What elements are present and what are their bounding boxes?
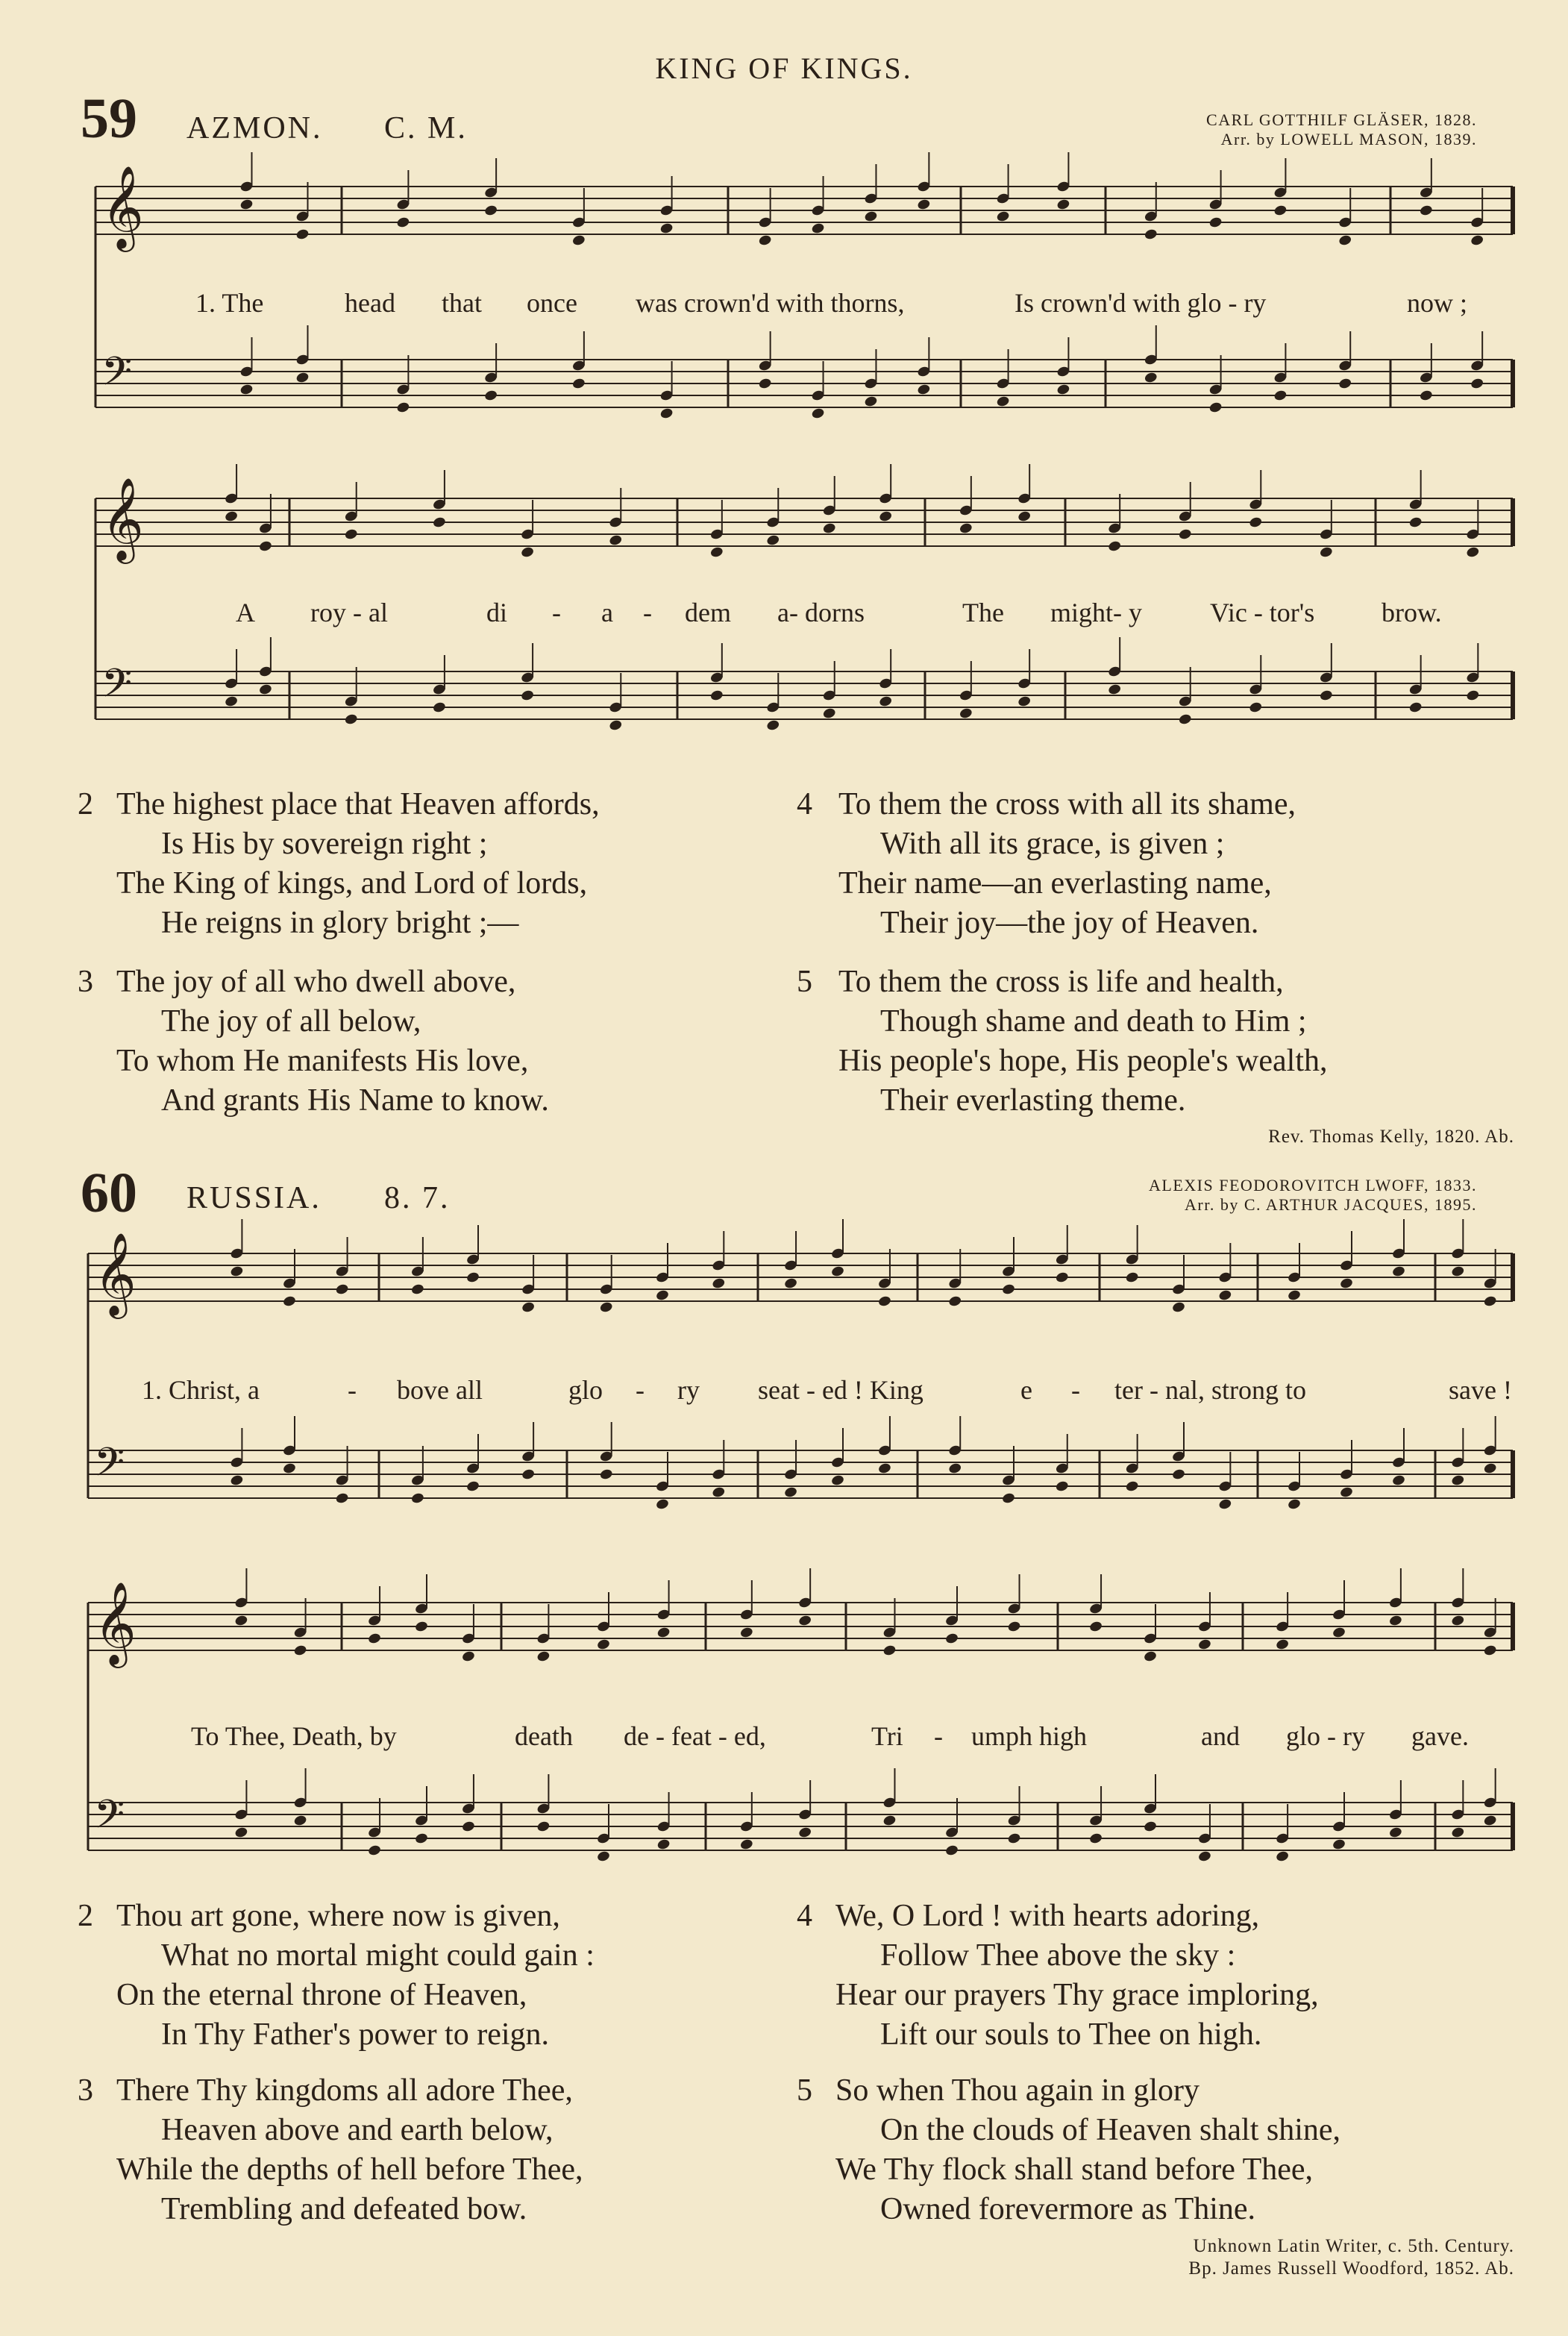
notehead	[656, 1838, 671, 1851]
stanza-line: On the clouds of Heaven shalt shine,	[880, 2113, 1341, 2147]
notehead	[230, 1265, 244, 1278]
notehead	[609, 719, 623, 732]
lyric: 1. Christ, a	[142, 1375, 260, 1405]
notehead	[959, 707, 973, 720]
notehead	[798, 1615, 812, 1627]
notehead	[659, 222, 674, 235]
notehead	[1419, 204, 1433, 217]
stanza-line: The joy of all below,	[161, 1004, 421, 1039]
author-line: Unknown Latin Writer, c. 5th. Century.	[1193, 2236, 1514, 2256]
notehead	[367, 1632, 381, 1645]
notehead	[996, 395, 1010, 408]
notehead	[811, 407, 825, 420]
notehead	[1055, 1271, 1069, 1284]
notehead	[1249, 701, 1263, 714]
lyric: dem	[685, 598, 731, 627]
notehead	[521, 1301, 536, 1314]
notehead	[879, 695, 893, 708]
stanza-line: Though shame and death to Him ;	[880, 1004, 1307, 1039]
notehead	[414, 1832, 428, 1845]
tune-name: RUSSIA.	[186, 1181, 322, 1215]
notehead	[798, 1826, 812, 1839]
notehead	[465, 1480, 480, 1493]
notehead	[335, 1283, 349, 1296]
stanza-line: Is His by sovereign right ;	[161, 827, 488, 861]
arranger: Arr. by C. ARTHUR JACQUES, 1895.	[1185, 1195, 1477, 1214]
hymn59-stanza-2	[78, 785, 764, 943]
lyric: save !	[1449, 1375, 1512, 1405]
notehead	[410, 1492, 424, 1505]
notehead	[596, 1850, 610, 1863]
lyric: bove all	[397, 1375, 483, 1405]
notehead	[461, 1650, 475, 1663]
notehead	[536, 1650, 551, 1663]
hymn60-stanza-3	[78, 2071, 764, 2229]
notehead	[1001, 1492, 1015, 1505]
notehead	[1391, 1265, 1405, 1278]
notehead	[1276, 1850, 1290, 1863]
stanza-line: Hear our prayers Thy grace imploring,	[835, 1978, 1319, 2012]
lyric: now ;	[1407, 288, 1467, 318]
notehead	[1007, 1832, 1021, 1845]
notehead	[1001, 1283, 1015, 1296]
notehead	[758, 378, 772, 390]
notehead	[1144, 372, 1158, 384]
notehead	[225, 695, 239, 708]
tune-name: AZMON.	[186, 111, 323, 145]
notehead	[521, 689, 535, 702]
lyric: a	[601, 598, 613, 627]
notehead	[1388, 1615, 1402, 1627]
notehead	[948, 1295, 962, 1308]
stanza-number: 5	[797, 965, 812, 999]
treble-clef: 𝄞	[101, 477, 144, 560]
lyric: -	[934, 1721, 943, 1751]
notehead	[1451, 1265, 1465, 1278]
bass-clef: 𝄢	[101, 349, 133, 404]
notehead	[1470, 378, 1484, 390]
page-header: KING OF KINGS.	[655, 51, 913, 85]
notehead	[1391, 1474, 1405, 1487]
bass-clef: 𝄢	[101, 661, 133, 716]
notehead	[1332, 1626, 1346, 1639]
notehead	[709, 546, 724, 559]
hymn-number: 60	[81, 1162, 137, 1224]
notehead	[917, 198, 931, 211]
notehead	[766, 719, 780, 732]
stanza-line: Lift our souls to Thee on high.	[880, 2017, 1262, 2052]
notehead	[295, 372, 310, 384]
notehead	[1273, 389, 1288, 402]
treble-clef: 𝄞	[101, 165, 144, 248]
notehead	[293, 1644, 307, 1657]
notehead	[917, 383, 931, 396]
hymn60-stanza-5	[797, 2071, 1498, 2229]
notehead	[344, 713, 358, 726]
notehead	[344, 528, 358, 541]
notehead	[1276, 1638, 1290, 1651]
lyric: seat - ed ! King	[758, 1375, 923, 1405]
lyric: and	[1201, 1721, 1240, 1751]
stanza-line: Thou art gone, where now is given,	[116, 1899, 560, 1933]
meter: 8. 7.	[384, 1181, 451, 1215]
notehead	[1249, 516, 1263, 529]
arranger: Arr. by LOWELL MASON, 1839.	[1220, 130, 1477, 148]
notehead	[659, 407, 674, 420]
notehead	[1197, 1638, 1211, 1651]
treble-clef: 𝄞	[94, 1581, 137, 1665]
notehead	[484, 204, 498, 217]
stanza-number: 5	[797, 2073, 812, 2108]
lyric: Tri	[871, 1721, 903, 1751]
notehead	[1088, 1832, 1103, 1845]
notehead	[1319, 546, 1333, 559]
notehead	[1056, 198, 1070, 211]
lyric: 1. The	[195, 288, 264, 318]
notehead	[396, 401, 410, 414]
notehead	[335, 1492, 349, 1505]
notehead	[996, 210, 1010, 223]
notehead	[234, 1615, 248, 1627]
composer: CARL GOTTHILF GLÄSER, 1828.	[1206, 110, 1477, 129]
notehead	[1470, 234, 1484, 247]
notehead	[521, 1468, 536, 1481]
notehead	[766, 534, 780, 547]
notehead	[830, 1265, 844, 1278]
stanza-line: To them the cross with all its shame,	[838, 787, 1296, 821]
notehead	[1466, 546, 1480, 559]
stanza-line: And grants His Name to know.	[161, 1083, 549, 1118]
bass-clef: 𝄢	[94, 1792, 125, 1847]
lyric: gave.	[1411, 1721, 1469, 1751]
notehead	[1287, 1498, 1301, 1511]
notehead	[414, 1621, 428, 1633]
lyric: The	[962, 598, 1004, 627]
notehead	[822, 522, 836, 535]
stanza-line: The King of kings, and Lord of lords,	[116, 866, 588, 901]
stanza-line: Heaven above and earth below,	[161, 2113, 553, 2147]
notehead	[739, 1626, 753, 1639]
meter: C. M.	[384, 111, 468, 145]
notehead	[239, 198, 254, 211]
notehead	[1208, 401, 1223, 414]
stanza-line: The joy of all who dwell above,	[116, 965, 516, 999]
notehead	[258, 683, 272, 696]
notehead	[1125, 1480, 1139, 1493]
notehead	[1178, 713, 1192, 726]
stanza-number: 2	[78, 1899, 93, 1933]
notehead	[282, 1462, 296, 1475]
notehead	[609, 534, 623, 547]
notehead	[1483, 1295, 1497, 1308]
notehead	[1388, 1826, 1402, 1839]
lyric: ry	[677, 1375, 700, 1405]
stanza-line: We Thy flock shall stand before Thee,	[835, 2152, 1314, 2187]
notehead	[1451, 1474, 1465, 1487]
notehead	[1338, 378, 1352, 390]
notehead	[877, 1462, 891, 1475]
lyric: glo	[568, 1375, 603, 1405]
hymn-number: 59	[81, 87, 137, 150]
notehead	[293, 1814, 307, 1827]
notehead	[1055, 1480, 1069, 1493]
lyric: brow.	[1382, 598, 1442, 627]
notehead	[1408, 701, 1423, 714]
stanza-line: On the eternal throne of Heaven,	[116, 1978, 527, 2012]
notehead	[959, 522, 973, 535]
notehead	[1483, 1462, 1497, 1475]
stanza-number: 3	[78, 2073, 93, 2108]
notehead	[783, 1486, 797, 1499]
lyric: might- y	[1050, 598, 1142, 627]
notehead	[571, 234, 586, 247]
notehead	[1339, 1277, 1353, 1290]
notehead	[1007, 1621, 1021, 1633]
notehead	[1017, 510, 1032, 523]
notehead	[282, 1295, 296, 1308]
notehead	[655, 1498, 669, 1511]
notehead	[1483, 1644, 1497, 1657]
hymn59-stanza-5	[797, 962, 1498, 1121]
notehead	[1451, 1615, 1465, 1627]
hymn60-stanza-4	[797, 1897, 1498, 2055]
notehead	[1208, 216, 1223, 229]
notehead	[811, 222, 825, 235]
notehead	[864, 395, 878, 408]
notehead	[1143, 1650, 1157, 1663]
notehead	[258, 540, 272, 553]
notehead	[783, 1277, 797, 1290]
notehead	[1108, 683, 1122, 696]
notehead	[410, 1283, 424, 1296]
notehead	[709, 689, 724, 702]
stanza-line: So when Thou again in glory	[835, 2073, 1200, 2108]
stanza-line: With all its grace, is given ;	[880, 827, 1225, 861]
lyric: To Thee, Death, by	[191, 1721, 397, 1751]
notehead	[1273, 204, 1288, 217]
notehead	[1017, 695, 1032, 708]
notehead	[822, 707, 836, 720]
notehead	[1339, 1486, 1353, 1499]
hymn60-stanza-2	[78, 1897, 764, 2055]
lyric: a- dorns	[777, 598, 865, 627]
notehead	[1143, 1820, 1157, 1833]
lyric: umph high	[971, 1721, 1088, 1751]
bass-clef: 𝄢	[94, 1440, 125, 1495]
stanza-line: Their joy—the joy of Heaven.	[880, 906, 1259, 940]
notehead	[1171, 1468, 1185, 1481]
stanza-line: Their name—an everlasting name,	[838, 866, 1272, 901]
lyric: A	[236, 598, 255, 627]
notehead	[461, 1820, 475, 1833]
notehead	[432, 516, 446, 529]
stanza-line: Trembling and defeated bow.	[161, 2192, 527, 2226]
lyric: death	[515, 1721, 573, 1751]
notehead	[599, 1301, 613, 1314]
composer-credit	[1149, 1176, 1477, 1215]
stanza-line: What no mortal might could gain :	[161, 1938, 595, 1973]
notehead	[1108, 540, 1122, 553]
notehead	[739, 1838, 753, 1851]
stanza-line: In Thy Father's power to reign.	[161, 2017, 550, 2052]
lyric: -	[552, 598, 561, 627]
notehead	[225, 510, 239, 523]
lyric: -	[636, 1375, 645, 1405]
notehead	[295, 228, 310, 241]
author-line: Bp. James Russell Woodford, 1852. Ab.	[1188, 2258, 1514, 2279]
notehead	[1088, 1621, 1103, 1633]
notehead	[1178, 528, 1192, 541]
notehead	[465, 1271, 480, 1284]
stanza-line: There Thy kingdoms all adore Thee,	[116, 2073, 573, 2108]
notehead	[830, 1474, 844, 1487]
lyric: di	[486, 598, 508, 627]
lyric: once	[527, 288, 577, 318]
lyric: -	[1071, 1375, 1080, 1405]
notehead	[882, 1644, 897, 1657]
notehead	[1218, 1498, 1232, 1511]
notehead	[1125, 1271, 1139, 1284]
treble-clef: 𝄞	[94, 1232, 137, 1315]
notehead	[944, 1844, 959, 1857]
stanza-number: 4	[797, 1899, 812, 1933]
hymn59-stanza-3	[78, 962, 764, 1121]
notehead	[1144, 228, 1158, 241]
notehead	[521, 546, 535, 559]
notehead	[1483, 1814, 1497, 1827]
notehead	[1197, 1850, 1211, 1863]
notehead	[230, 1474, 244, 1487]
stanza-number: 2	[78, 787, 93, 821]
lyric: -	[643, 598, 652, 627]
notehead	[484, 389, 498, 402]
notehead	[877, 1295, 891, 1308]
notehead	[1218, 1289, 1232, 1302]
notehead	[712, 1277, 726, 1290]
stanza-number: 4	[797, 787, 812, 821]
notehead	[536, 1820, 551, 1833]
notehead	[367, 1844, 381, 1857]
lyric: was crown'd with thorns,	[636, 288, 905, 318]
notehead	[712, 1486, 726, 1499]
notehead	[1319, 689, 1333, 702]
notehead	[864, 210, 878, 223]
notehead	[948, 1462, 962, 1475]
notehead	[571, 378, 586, 390]
notehead	[879, 510, 893, 523]
composer: ALEXIS FEODOROVITCH LWOFF, 1833.	[1149, 1176, 1477, 1194]
lyric: de - feat - ed,	[624, 1721, 766, 1751]
hymn60-authors	[1188, 2235, 1514, 2280]
lyric: ter - nal, strong to	[1114, 1375, 1306, 1405]
notehead	[944, 1632, 959, 1645]
stanza-line: The highest place that Heaven affords,	[116, 787, 600, 821]
stanza-line: He reigns in glory bright ;—	[161, 906, 519, 940]
notehead	[396, 216, 410, 229]
hymn59-stanza-4	[797, 785, 1498, 943]
lyric: -	[348, 1375, 357, 1405]
notehead	[1338, 234, 1352, 247]
notehead	[432, 701, 446, 714]
stanza-line: While the depths of hell before Thee,	[116, 2152, 583, 2187]
hymn59-author: Rev. Thomas Kelly, 1820. Ab.	[1268, 1127, 1514, 1147]
notehead	[1332, 1838, 1346, 1851]
stanza-line: We, O Lord ! with hearts adoring,	[835, 1899, 1260, 1933]
stanza-line: Their everlasting theme.	[880, 1083, 1186, 1118]
notehead	[239, 383, 254, 396]
stanza-line: Owned forevermore as Thine.	[880, 2192, 1256, 2226]
notehead	[234, 1826, 248, 1839]
stanza-line: Follow Thee above the sky :	[880, 1938, 1236, 1973]
lyric: Vic - tor's	[1210, 598, 1315, 627]
notehead	[758, 234, 772, 247]
notehead	[656, 1626, 671, 1639]
notehead	[655, 1289, 669, 1302]
stanza-line: To them the cross is life and health,	[838, 965, 1284, 999]
notehead	[1171, 1301, 1185, 1314]
lyric: that	[442, 288, 482, 318]
notehead	[1419, 389, 1433, 402]
lyric: head	[345, 288, 395, 318]
lyric: Is crown'd with glo - ry	[1015, 288, 1267, 318]
stanza-number: 3	[78, 965, 93, 999]
lyric: roy - al	[310, 598, 388, 627]
stanza-line: To whom He manifests His love,	[116, 1044, 529, 1078]
notehead	[1451, 1826, 1465, 1839]
notehead	[882, 1814, 897, 1827]
notehead	[599, 1468, 613, 1481]
stanza-line: His people's hope, His people's wealth,	[838, 1044, 1328, 1078]
notehead	[1408, 516, 1423, 529]
lyric: e	[1020, 1375, 1032, 1405]
notehead	[1287, 1289, 1301, 1302]
notehead	[1466, 689, 1480, 702]
notehead	[1056, 383, 1070, 396]
lyric: glo - ry	[1286, 1721, 1365, 1751]
notehead	[596, 1638, 610, 1651]
